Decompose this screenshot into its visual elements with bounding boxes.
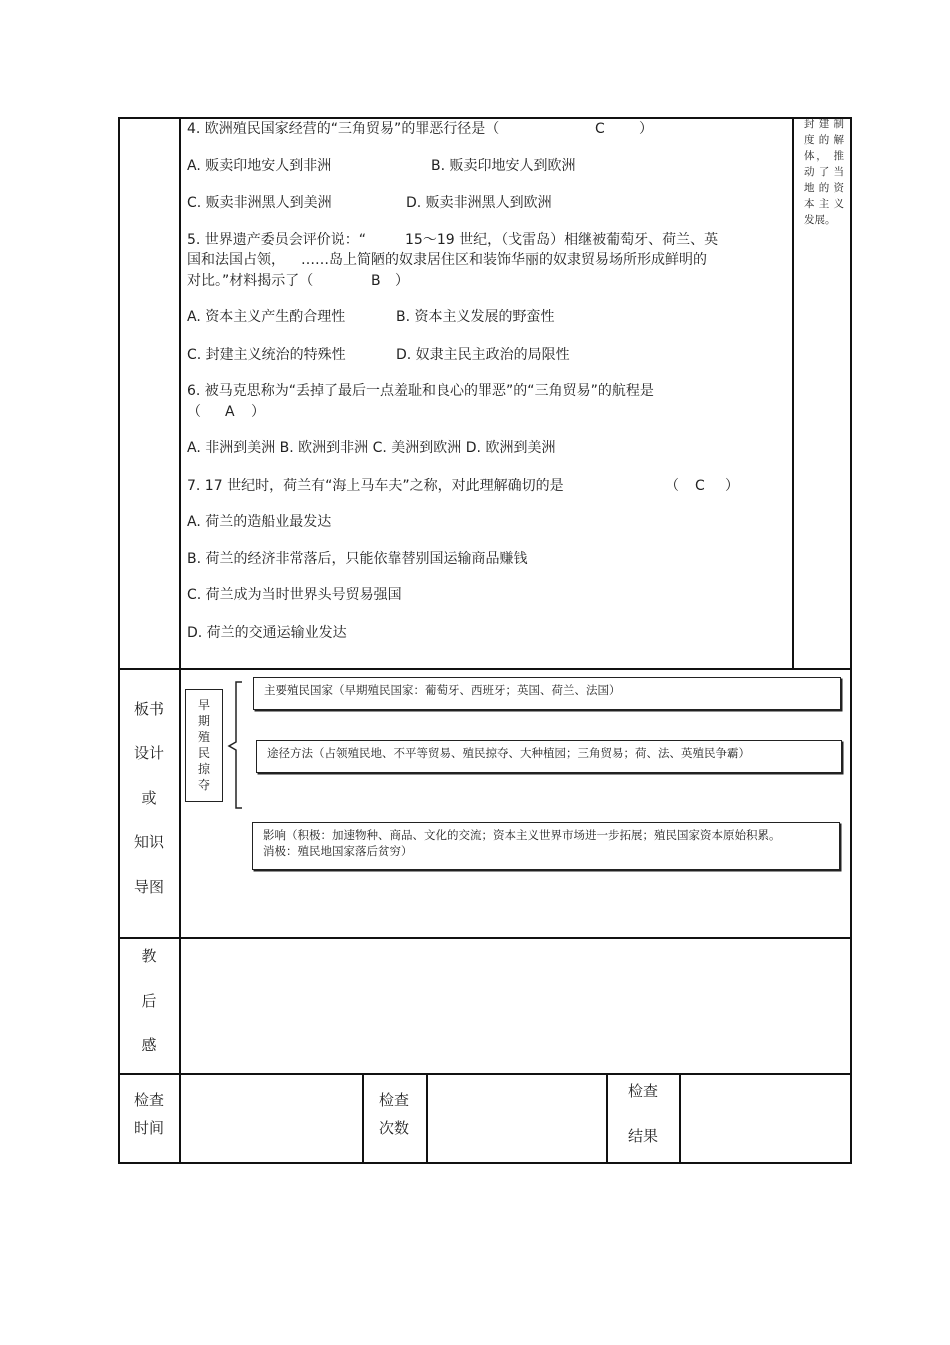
mindmap-box-main-countries (253, 677, 841, 710)
check-count-label (364, 1089, 424, 1139)
check-result-label-1: 检查 (627, 1082, 658, 1100)
q7-option-a: A. 荷兰的造船业最发达 (187, 514, 332, 530)
row-divider-board (118, 668, 852, 670)
mindmap-brace (226, 680, 246, 812)
q7-open: （ (665, 478, 679, 494)
q6-stem: 6. 被马克思称为“丢掉了最后一点羞耻和良心的罪恶”的“三角贸易”的航程是 (187, 383, 654, 399)
check-result-label-2: 结果 (627, 1127, 658, 1145)
q4-option-b: B. 贩卖印地安人到欧洲 (431, 158, 576, 174)
row-divider-reflection (118, 937, 852, 939)
board-label-3: 或 (141, 789, 157, 807)
label-column-divider (179, 117, 181, 1164)
q5-line2-a: 国和法国占领， (187, 252, 285, 268)
side-note-line: 发展。 (804, 214, 836, 226)
q4-option-a: A. 贩卖印地安人到非洲 (187, 158, 332, 174)
side-note-line: 体， 推 (804, 150, 844, 162)
q5-option-c: C. 封建主义统治的特殊性 (187, 347, 346, 363)
q5-option-b: B. 资本主义发展的野蛮性 (396, 309, 555, 325)
q5-line2-b: ……岛上简陋的奴隶居住区和装饰华丽的奴隶贸易场所形成鲜明的 (301, 252, 707, 268)
row-divider-check (118, 1073, 852, 1075)
mindmap-root-char: 殖 (197, 730, 210, 744)
q7-close: ） (725, 478, 739, 494)
mindmap-box-impact (252, 822, 840, 870)
q5-close: ） (395, 273, 409, 289)
board-label-5: 导图 (133, 878, 164, 896)
q5-line3: 对比。”材料揭示了（ (187, 273, 314, 289)
mindmap-box3-line2: 消极：殖民地国家落后贫穷） (263, 844, 413, 858)
mindmap-root-char: 民 (197, 746, 210, 760)
mindmap-root-char: 掠 (197, 762, 210, 776)
side-note-divider (792, 117, 794, 669)
q7-answer: C (695, 478, 705, 494)
check-divider-2 (426, 1073, 428, 1164)
check-time-label-2: 时间 (133, 1119, 164, 1137)
mindmap-box-methods (256, 740, 842, 773)
mindmap-root-char: 早 (197, 698, 210, 712)
q4-answer: C (595, 121, 605, 137)
reflection-label-1: 教 (141, 947, 157, 965)
q7-option-b: B. 荷兰的经济非常落后，只能依靠替别国运输商品赚钱 (187, 551, 528, 567)
side-note-line: 地 的 资 (804, 182, 844, 194)
q6-options-text: A. 非洲到美洲 B. 欧洲到非洲 C. 美洲到欧洲 D. 欧洲到美洲 (187, 440, 556, 456)
side-note-line: 动 了 当 (804, 166, 844, 178)
q4-option-c: C. 贩卖非洲黑人到美洲 (187, 195, 332, 211)
q6-answer: A (225, 404, 235, 420)
mindmap-root-char: 夺 (197, 778, 210, 792)
q5-line1-a: 5. 世界遗产委员会评价说：“ (187, 232, 367, 248)
q7-stem: 7. 17 世纪时，荷兰有“海上马车夫”之称，对此理解确切的是 (187, 478, 564, 494)
mindmap-box1-text: 主要殖民国家（早期殖民国家：葡萄牙、西班牙；英国、荷兰、法国） (264, 683, 621, 697)
q4-option-d: D. 贩卖非洲黑人到欧洲 (406, 195, 552, 211)
reflection-label (120, 945, 178, 1055)
q6-open: （ (187, 404, 201, 420)
q5-line1-b: 15～19 世纪，（戈雷岛）相继被葡萄牙、荷兰、英 (405, 232, 719, 248)
check-time-label (120, 1089, 178, 1139)
reflection-label-2: 后 (141, 992, 157, 1010)
mindmap-root-box (185, 689, 223, 802)
check-divider-4 (679, 1073, 681, 1164)
board-label-2: 设计 (133, 744, 164, 762)
side-note-line: 封 建 制 (804, 118, 844, 130)
table-right-border (850, 117, 852, 1164)
q7-option-c: C. 荷兰成为当时世界头号贸易强国 (187, 587, 402, 603)
mindmap-box3-line1: 影响（积极：加速物种、商品、文化的交流；资本主义世界市场进一步拓展；殖民国家资本原始积累。 (263, 828, 781, 842)
board-label (120, 690, 178, 900)
table-bottom-border (118, 1162, 852, 1164)
side-note-line: 本 主 义 (804, 198, 844, 210)
mindmap-root-char: 期 (197, 714, 210, 728)
board-label-4: 知识 (133, 833, 164, 851)
check-time-label-1: 检查 (133, 1091, 164, 1109)
q6-close: ） (251, 404, 265, 420)
side-note (804, 116, 844, 228)
q4-close: ） (639, 121, 653, 137)
reflection-label-3: 感 (141, 1036, 157, 1054)
check-result-label (608, 1080, 678, 1150)
check-count-label-2: 次数 (378, 1119, 409, 1137)
q4-stem: 4. 欧洲殖民国家经营的“三角贸易”的罪恶行径是（ (187, 121, 500, 137)
mindmap-box2-text: 途径方法（占领殖民地、不平等贸易、殖民掠夺、大种植园；三角贸易；荷、法、英殖民争霸） (267, 746, 750, 760)
side-note-line: 度 的 解 (804, 134, 844, 146)
q7-option-d: D. 荷兰的交通运输业发达 (187, 625, 347, 641)
board-label-1: 板书 (133, 700, 164, 718)
q5-option-d: D. 奴隶主民主政治的局限性 (396, 347, 570, 363)
check-count-label-1: 检查 (378, 1091, 409, 1109)
q5-answer: B (371, 273, 381, 289)
q5-option-a: A. 资本主义产生酌合理性 (187, 309, 346, 325)
